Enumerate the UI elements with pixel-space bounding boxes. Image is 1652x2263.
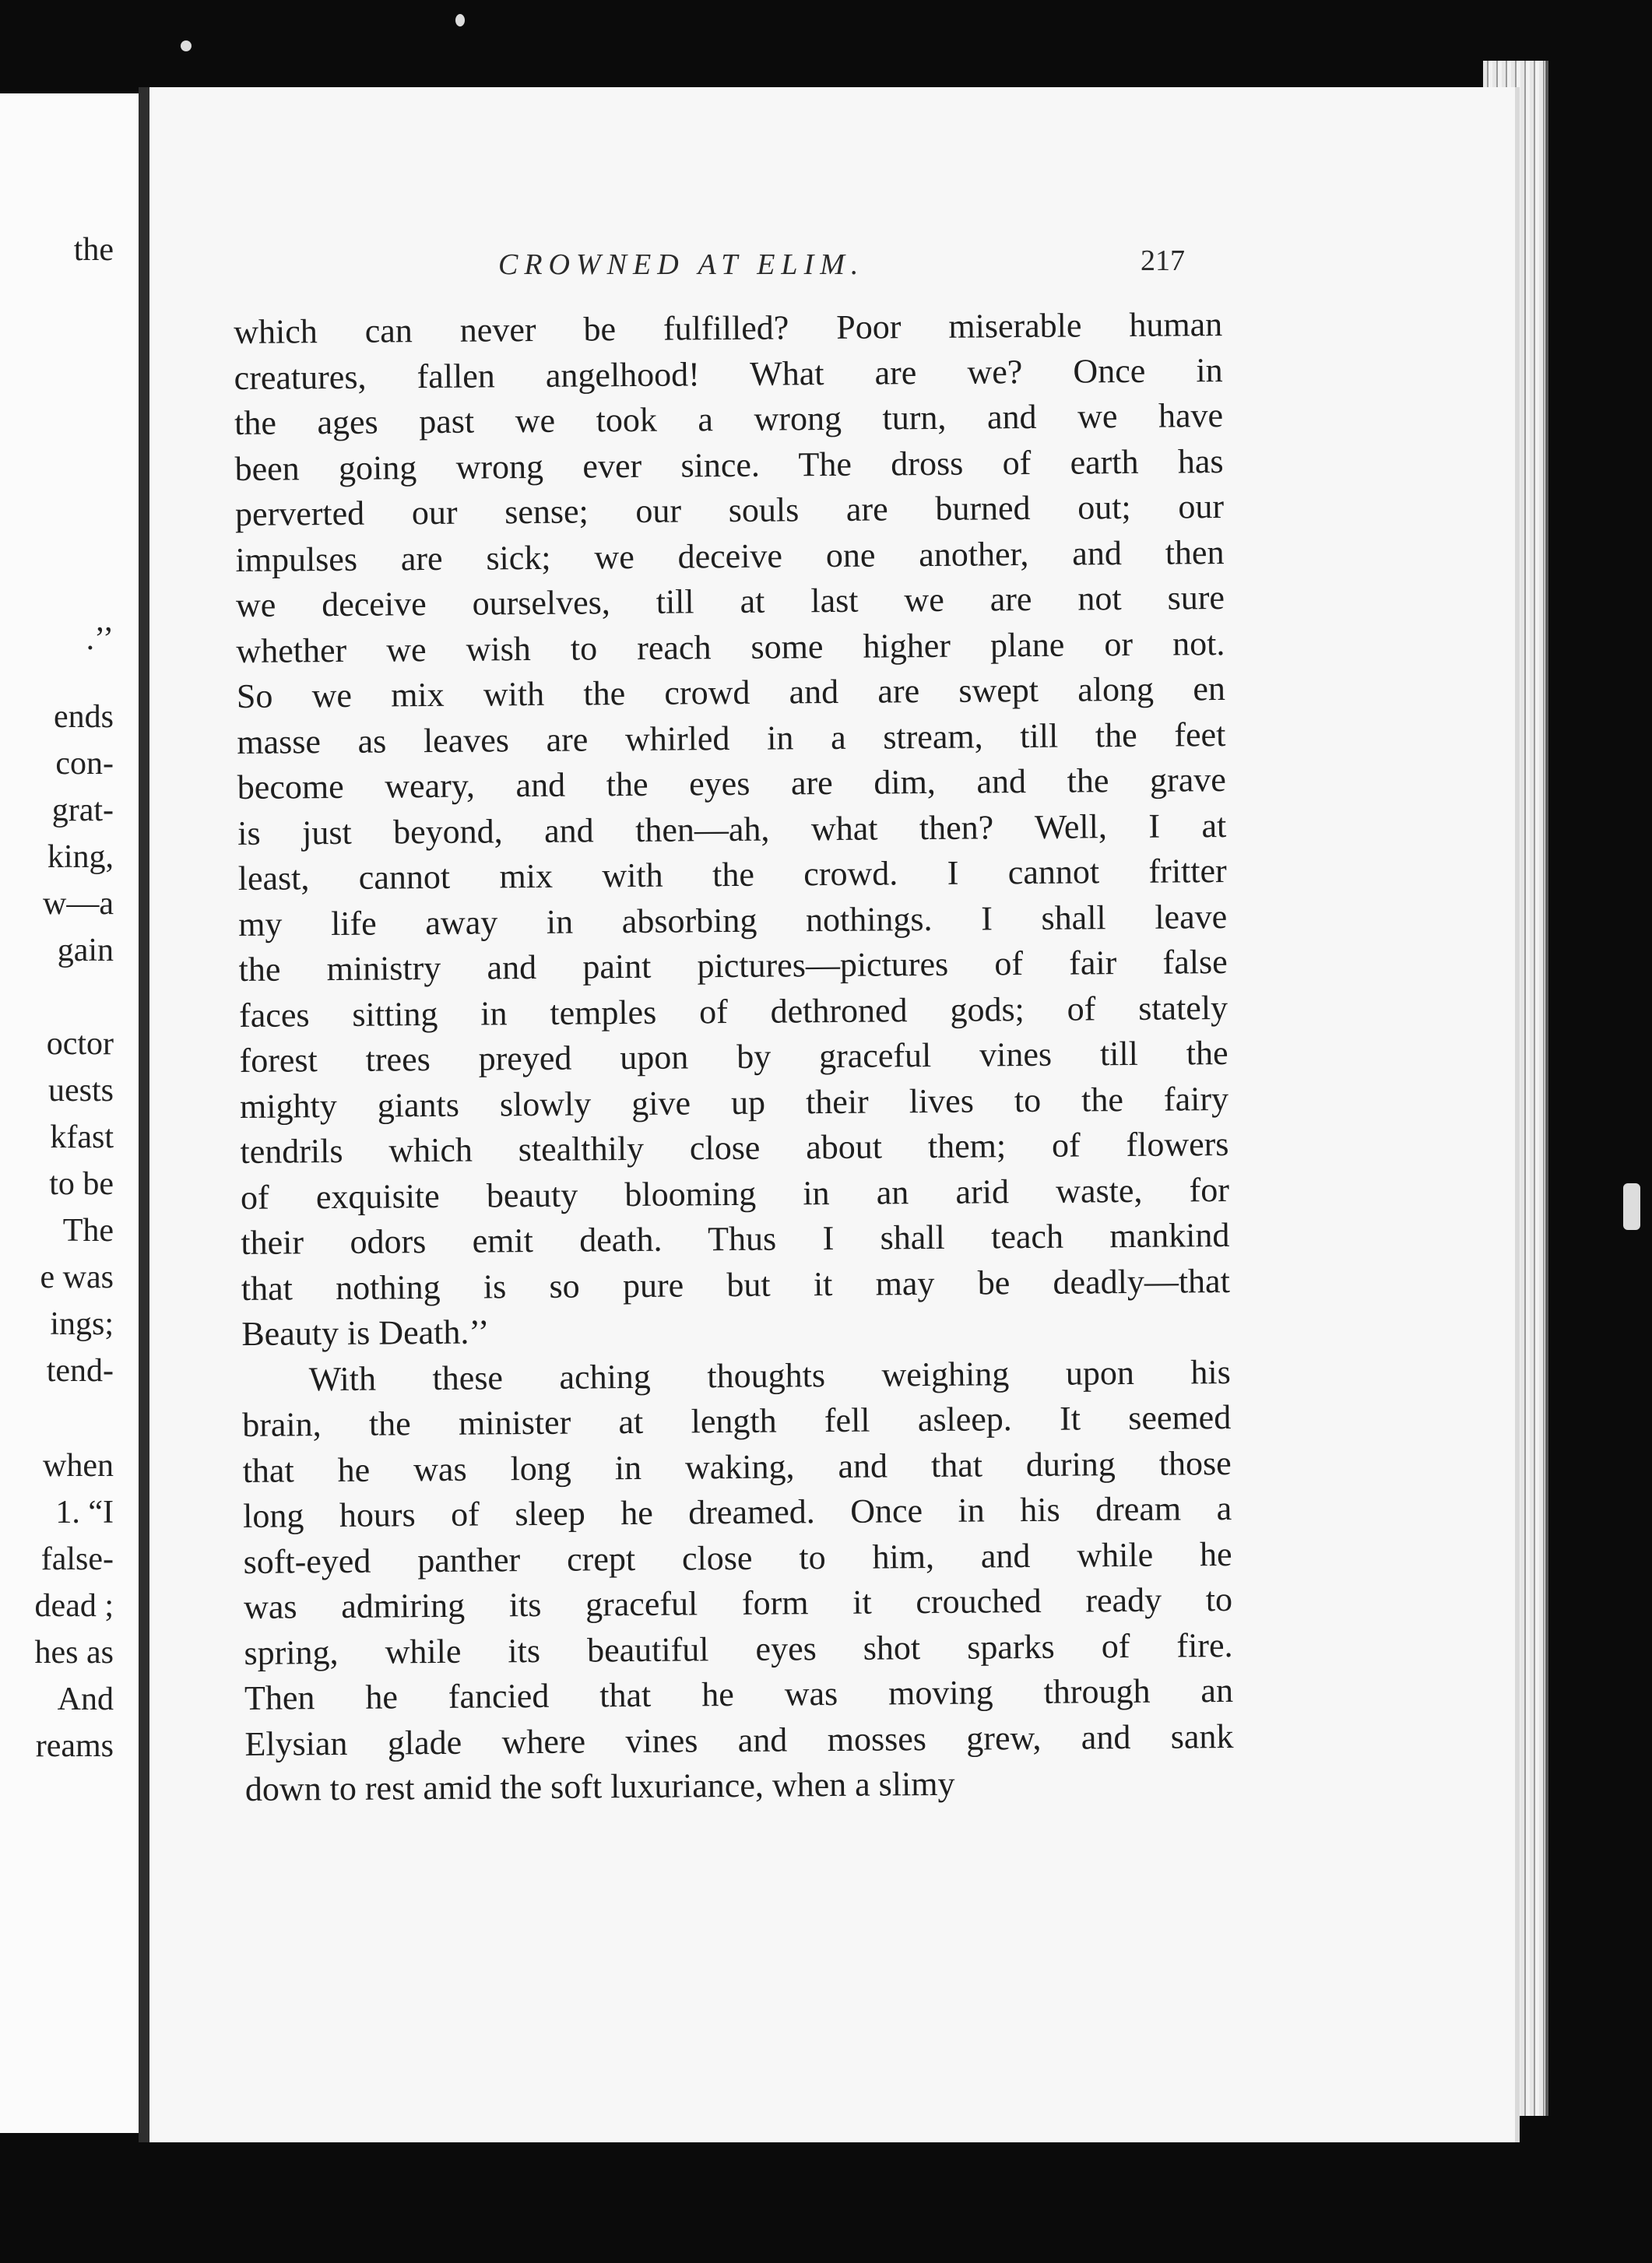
- text-line: long hours of sleep he dreamed. Once in his dream a: [242, 1488, 1232, 1535]
- text-line: was admiring its graceful form it crouched ready to: [243, 1580, 1233, 1626]
- binding-clip: [1623, 1183, 1640, 1230]
- left-page-fragment: the: [73, 232, 114, 268]
- text-line: that nothing is so pure but it may be deadly—that: [241, 1261, 1231, 1308]
- text-line: creatures, fallen angelhood! What are we? Once in: [234, 350, 1223, 397]
- left-page-fragment: con-: [55, 746, 114, 782]
- text-line: we deceive ourselves, till at last we are not sure: [235, 578, 1225, 624]
- left-page-fragment: reams: [35, 1728, 114, 1764]
- left-page-fragment: when: [43, 1448, 114, 1484]
- body-text: [234, 302, 1234, 1812]
- text-line: which can never be fulfilled? Poor miserable human: [234, 305, 1223, 351]
- left-page-fragment: to be: [49, 1166, 114, 1202]
- text-line: forest trees preyed upon by graceful vines till the: [239, 1033, 1228, 1080]
- text-line: the ages past we took a wrong turn, and we have: [234, 396, 1224, 442]
- text-line: become weary, and the eyes are dim, and the grave: [237, 761, 1226, 806]
- left-page-fragment: .’’: [86, 621, 114, 657]
- text-line: been going wrong ever since. The dross of earth has: [234, 441, 1224, 488]
- text-line: that he was long in waking, and that during those: [242, 1443, 1232, 1490]
- running-title: CROWNED AT ELIM.: [498, 248, 865, 281]
- left-page-fragment: ings;: [50, 1306, 114, 1342]
- text-line: down to rest amid the soft luxuriance, when a slimy: [244, 1764, 955, 1808]
- left-page-fragment: 1. “I: [55, 1495, 114, 1530]
- text-line: mighty giants slowly give up their lives to the fairy: [239, 1079, 1229, 1126]
- left-page-fragment: The: [62, 1213, 114, 1249]
- text-line: tendrils which stealthily close about them; of flowers: [240, 1124, 1229, 1171]
- left-page-fragment: w—a: [43, 886, 114, 922]
- text-line: So we mix with the crowd and are swept along en: [236, 669, 1226, 715]
- text-line: is just beyond, and then—ah, what then? Well, I at: [237, 806, 1227, 852]
- left-page-fragment: uests: [48, 1073, 114, 1109]
- left-page-fragment: grat-: [51, 792, 114, 828]
- text-line: faces sitting in temples of dethroned gods; of stately: [238, 988, 1228, 1035]
- left-page-fragment: ends: [54, 699, 114, 735]
- left-page-fragment: And: [57, 1681, 114, 1717]
- text-line: their odors emit death. Thus I shall teach mankind: [241, 1215, 1230, 1262]
- text-line: of exquisite beauty blooming in an arid waste, for: [240, 1170, 1230, 1217]
- text-line: the ministry and paint pictures—pictures of fair false: [238, 943, 1228, 989]
- text-line: my life away in absorbing nothings. I shall leave: [238, 897, 1228, 944]
- text-line: spring, while its beautiful eyes shot sparks of fire.: [244, 1625, 1233, 1672]
- left-page-fragment: false-: [40, 1541, 114, 1577]
- text-line: perverted our sense; our souls are burned out; our: [234, 487, 1225, 533]
- left-page-fragment: octor: [46, 1026, 114, 1062]
- text-line: Beauty is Death.’’: [241, 1312, 490, 1353]
- text-line: soft-eyed panther crept close to him, and while he: [243, 1534, 1232, 1581]
- text-line: Elysian glade where vines and mosses grew, and sank: [244, 1717, 1234, 1763]
- left-page-fragment: kfast: [50, 1119, 114, 1155]
- text-line: Then he fancied that he was moving through an: [244, 1671, 1234, 1717]
- text-line: whether we wish to reach some higher plane or not.: [236, 624, 1225, 670]
- left-page-fragment: king,: [47, 839, 114, 875]
- text-line: brain, the minister at length fell asleep. It seemed: [242, 1397, 1232, 1444]
- text-line: least, cannot mix with the crowd. I cannot fritter: [237, 852, 1227, 898]
- left-page-fragment: e was: [40, 1260, 114, 1295]
- left-page-fragment: gain: [57, 933, 114, 968]
- left-page-fragment: tend-: [46, 1353, 114, 1389]
- text-line: impulses are sick; we deceive one another, and then: [235, 532, 1225, 579]
- speck: [181, 40, 192, 51]
- paragraph-start-line: With these aching thoughts weighing upon his: [308, 1352, 1231, 1398]
- page-number: 217: [1141, 244, 1185, 277]
- left-page-fragment: hes as: [34, 1635, 114, 1671]
- left-page-fragment: dead ;: [34, 1588, 114, 1624]
- speck: [455, 14, 465, 26]
- text-line: masse as leaves are whirled in a stream, till the feet: [237, 715, 1226, 761]
